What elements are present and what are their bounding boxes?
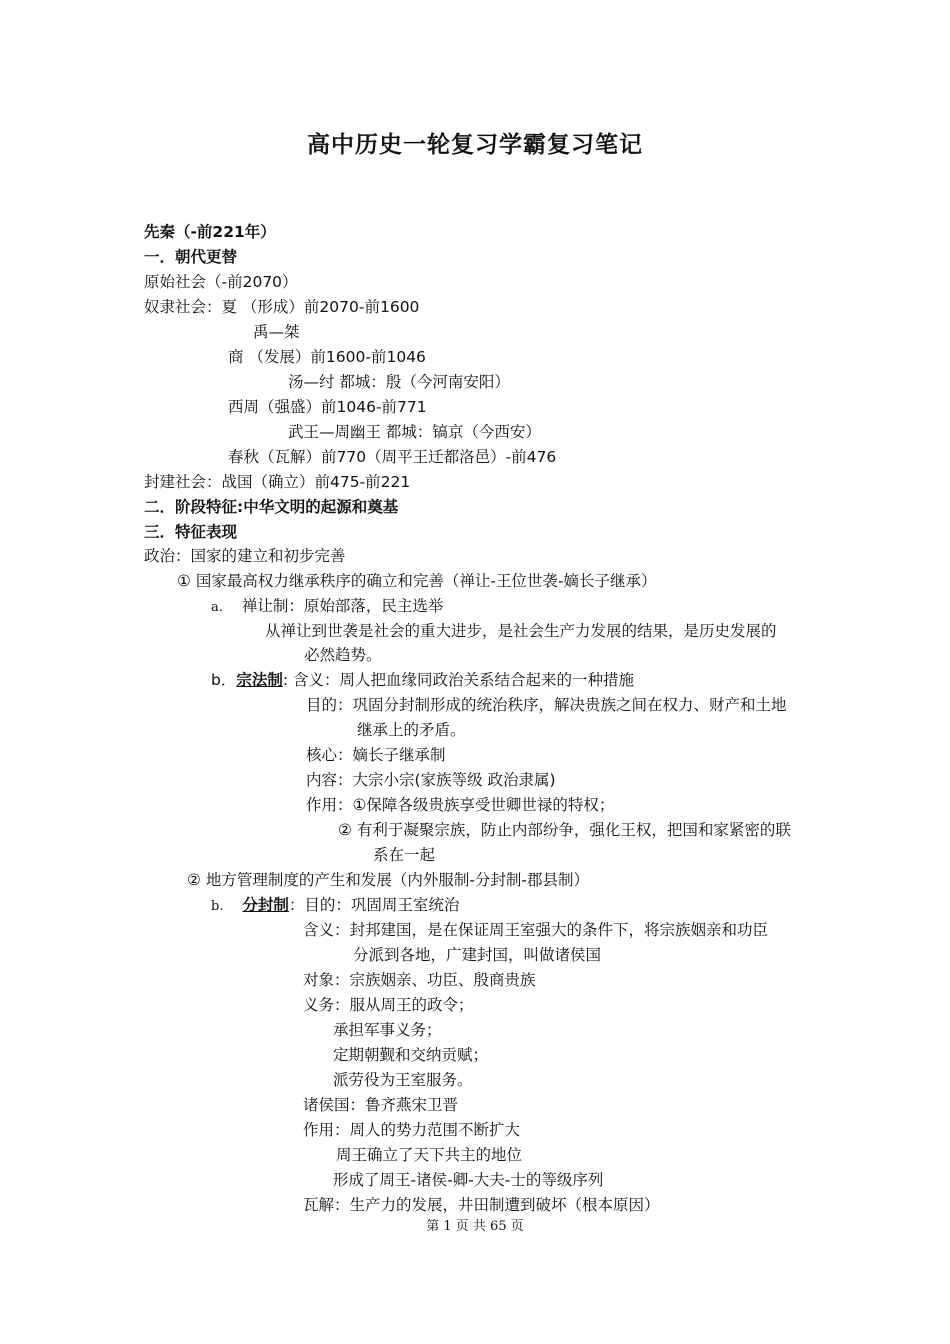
list-marker: b． (211, 671, 237, 689)
patriarchal-purpose-line1: 目的：巩固分封制形成的统治秩序，解决贵族之间在权力、财产和土地 (306, 696, 787, 714)
patriarchal-content: 内容：大宗小宗(家族等级 政治隶属) (306, 771, 556, 789)
list-marker: b. (211, 899, 224, 914)
abdication-desc-line2: 必然趋势。 (304, 646, 382, 664)
heading-stage-features: 二．阶段特征:中华文明的起源和奠基 (144, 498, 399, 516)
point-local-administration: ② 地方管理制度的产生和发展（内外服制-分封制-郡县制） (187, 871, 590, 889)
abdication-desc-line1: 从禅让到世袭是社会的重大进步，是社会生产力发展的结果，是历史发展的 (265, 622, 777, 640)
enfeoffment-purpose: ：目的：巩固周王室统治 (288, 896, 460, 914)
line-western-zhou-rulers: 武王—周幽王 都城：镐京（今西安） (288, 423, 541, 441)
heading-feature-expressions: 三．特征表现 (144, 523, 238, 541)
enfeoffment-duty-line3: 定期朝觐和交纳贡赋； (333, 1046, 489, 1064)
line-primitive-society: 原始社会（-前2070） (144, 273, 298, 291)
enfeoffment-meaning-line2: 分派到各地，广建封国，叫做诸侯国 (353, 946, 602, 964)
enfeoffment-effect-line1: 作用：周人的势力范围不断扩大 (303, 1121, 521, 1139)
line-spring-autumn: 春秋（瓦解）前770（周平王迁都洛邑）-前476 (228, 448, 557, 466)
line-xia-rulers: 禹—桀 (253, 323, 300, 341)
enfeoffment-collapse: 瓦解：生产力的发展，井田制遭到破坏（根本原因） (303, 1196, 660, 1214)
patriarchal-effect-line3: 系在一起 (373, 846, 436, 864)
page-footer: 第 1 页 共 65 页 (426, 1219, 524, 1234)
term-enfeoffment: 分封制 (242, 896, 289, 914)
list-item-patriarchal-system (211, 670, 634, 690)
patriarchal-meaning: : 含义：周人把血缘同政治关系结合起来的一种措施 (282, 671, 635, 689)
line-western-zhou: 西周（强盛）前1046-前771 (228, 398, 427, 416)
enfeoffment-duty-line4: 派劳役为王室服务。 (333, 1071, 473, 1089)
enfeoffment-duty-line2: 承担军事义务； (333, 1021, 442, 1039)
patriarchal-purpose-line2: 继承上的矛盾。 (357, 721, 466, 739)
line-shang: 商 （发展）前1600-前1046 (228, 348, 426, 366)
list-item-abdication (211, 596, 443, 618)
term-patriarchal: 宗法制 (236, 671, 283, 689)
enfeoffment-effect-line2: 周王确立了天下共主的地位 (336, 1146, 523, 1164)
patriarchal-effect-line2: ② 有利于凝聚宗族，防止内部纷争，强化王权，把国和家紧密的联 (338, 821, 791, 839)
patriarchal-core: 核心：嫡长子继承制 (306, 746, 446, 764)
document-title: 高中历史一轮复习学霸复习笔记 (307, 131, 643, 158)
line-slave-society: 奴隶社会：夏 （形成）前2070-前1600 (144, 298, 420, 316)
line-shang-rulers: 汤—纣 都城：殷（今河南安阳） (288, 373, 510, 391)
abdication-text: 禅让制：原始部落，民主选举 (241, 597, 444, 615)
heading-dynasty-succession: 一．朝代更替 (144, 248, 238, 266)
section-heading: 先秦（-前221年） (144, 223, 276, 241)
patriarchal-effect-line1: 作用：①保障各级贵族享受世卿世禄的特权； (306, 796, 615, 814)
list-marker: a. (211, 600, 223, 615)
list-item-enfeoffment (211, 895, 459, 917)
enfeoffment-duty-line1: 义务：服从周王的政令； (303, 996, 474, 1014)
line-politics: 政治：国家的建立和初步完善 (144, 547, 346, 565)
enfeoffment-meaning-line1: 含义：封邦建国，是在保证周王室强大的条件下，将宗族姻亲和功臣 (303, 921, 769, 939)
line-feudal-society: 封建社会：战国（确立）前475-前221 (144, 473, 411, 491)
enfeoffment-targets: 对象：宗族姻亲、功臣、殷商贵族 (303, 971, 536, 989)
enfeoffment-effect-line3: 形成了周王-诸侯-卿-大夫-士的等级序列 (333, 1171, 604, 1189)
point-succession-order: ① 国家最高权力继承秩序的确立和完善（禅让-王位世袭-嫡长子继承） (177, 572, 657, 590)
enfeoffment-vassal-states: 诸侯国：鲁齐燕宋卫晋 (303, 1096, 459, 1114)
